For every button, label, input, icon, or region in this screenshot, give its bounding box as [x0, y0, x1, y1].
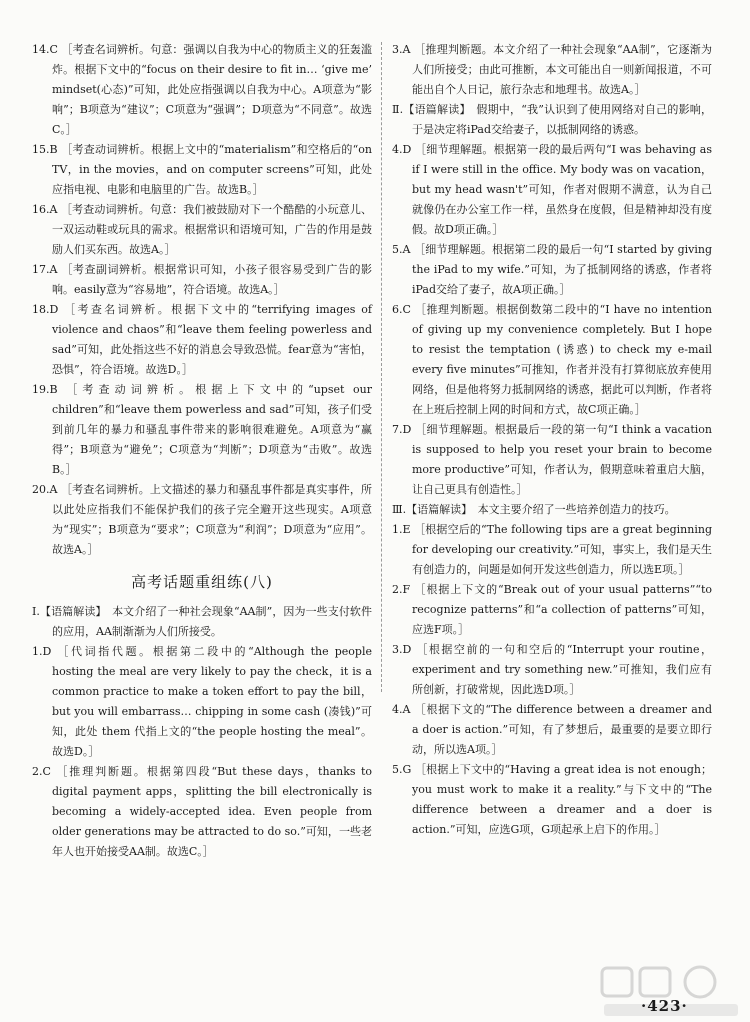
passage-intro: Ⅰ.【语篇解读】 本文介绍了一种社会现象“AA制”，因为一些支付软件的应用，AA制渐渐为人们所接受。: [32, 605, 372, 638]
right-column: [392, 40, 712, 840]
answer-item: 7.D ［细节理解题。根据最后一段的第一句“I think a vacation is supposed to help you reset your brain to become more productive”可知，作者认为，假期意味着重启大脑，让自己更具有创造性。］: [392, 423, 712, 496]
answer-item: 17.A ［考查副词辨析。根据常识可知，小孩子很容易受到广告的影响。easily意为“容易地”，符合语境。故选A。］: [32, 263, 372, 296]
answer-item: 2.F ［根据上下文的“Break out of your usual patterns”“to recognize patterns”和“a collection of patterns”可知，应选F项。］: [392, 583, 712, 636]
answer-item: 15.B ［考查动词辨析。根据上文中的“materialism”和空格后的“on TV，in the movies，and on computer screens”可知，此处应指电视、电影和电脑里的广告。故选B。］: [32, 143, 372, 196]
answer-item: 2.C ［推理判断题。根据第四段“But these days，thanks to digital payment apps，splitting the bill electronically is becoming a widely-accepted idea. Even people from older generations may be attracted to do so.”可知，一些老年人也开始接受AA制。故选C。］: [32, 765, 372, 858]
answer-list-bottom: [32, 602, 372, 862]
answer-item: 4.D ［细节理解题。根据第一段的最后两句“I was behaving as if I were still in the office. My body was on vacation，but my head wasn't”可知，作者对假期不满意，认为自己就像仍在办公室工作一样，虽然身在度假，但是精神却没有度假。故D项正确。］: [392, 143, 712, 236]
section-title: 高考话题重组练(八): [131, 573, 273, 591]
answer-item: 20.A ［考查名词辨析。上文描述的暴力和骚乱事件都是真实事件，所以此处应指我们不能保护我们的孩子完全避开这些现实。A项意为“现实”；B项意为“要求”；C项意为“利润”；D项意为“应用”。故选A。］: [32, 483, 372, 556]
answer-item: 3.A ［推理判断题。本文介绍了一种社会现象“AA制”，它逐渐为人们所接受；由此可推断，本文可能出自一则新闻报道，不可能出自个人日记，旅行杂志和地理书。故选A。］: [392, 43, 712, 96]
answer-item: 5.A ［细节理解题。根据第二段的最后一句“I started by giving the iPad to my wife.”可知，为了抵制网络的诱惑，作者将iPad交给了妻子，故A项正确。］: [392, 243, 712, 296]
answer-item: 3.D ［根据空前的一句和空后的“Interrupt your routine，experiment and try something new.”可推知，我们应有所创新，打破常规，因此选D项。］: [392, 643, 712, 696]
answer-list-top: [32, 40, 372, 560]
answer-item: 1.D ［代词指代题。根据第二段中的“Although the people hosting the meal are very likely to pay the check，it is a common practice to make a token effort to pay the bill，but you will embarrass… chipping in some cash (凑钱)”可知，此处 them 代指上文的“the people hosting the meal”。故选D。］: [32, 645, 372, 758]
answer-item: 14.C ［考查名词辨析。句意：强调以自我为中心的物质主义的狂轰滥炸。根据下文中的“focus on their desire to fit in… ‘give me’ mindset(心态)”可知，此处应指强调以自我为中心。A项意为“影响”；B项意为“建议”；C项意为“强调”；D项意为“不同意”。故选C。］: [32, 43, 372, 136]
page-number: ·423·: [641, 997, 688, 1015]
answer-item: 1.E ［根据空后的“The following tips are a great beginning for developing our creativity.”可知，事实上，我们是天生有创造力的，问题是如何开发这些创造力，所以选E项。］: [392, 523, 712, 576]
answer-item: 19.B ［考查动词辨析。根据上下文中的“upset our children”和“leave them powerless and sad”可知，孩子们受到前几年的暴力和骚乱事件带来的影响很难避免。A项意为“赢得”；B项意为“避免”；C项意为“判断”；D项意为“击败”。故选B。］: [32, 383, 372, 476]
answer-item: 16.A ［考查动词辨析。句意：我们被鼓励对下一个酷酷的小玩意儿、一双运动鞋或玩具的需求。根据常识和语境可知，广告的作用是鼓励人们买东西。故选A。］: [32, 203, 372, 256]
answer-list-right: [392, 40, 712, 840]
passage-intro: Ⅱ.【语篇解读】 假期中，“我”认识到了使用网络对自己的影响，于是决定将iPad交给妻子，以抵制网络的诱惑。: [392, 103, 712, 136]
answer-item: 4.A ［根据下文的“The difference between a dreamer and a doer is action.”可知，有了梦想后，最重要的是要立即行动，所以选A项。］: [392, 703, 712, 756]
answer-item: 6.C ［推理判断题。根据倒数第二段中的“I have no intention of giving up my convenience completely. But I hope to resist the temptation (诱惑) to check my e-mail every five minutes”可推知，作者并没有打算彻底放弃使用网络，但是他将努力抵制网络的诱惑，据此可以判断，作者将在上班后控制上网的时间和方式，故C项正确。］: [392, 303, 712, 416]
answer-item: 5.G ［根据上下文中的“Having a great idea is not enough；you must work to make it a reality.”与下文中的“The difference between a dreamer and a doer is action.”可知，应选G项，G项起承上启下的作用。］: [392, 763, 712, 836]
answer-item: 18.D ［考查名词辨析。根据下文中的“terrifying images of violence and chaos”和“leave them feeling powerless and sad”可知，此处指这些不好的消息会导致恐慌。fear意为“害怕，恐惧”，符合语境。故选D。］: [32, 303, 372, 376]
passage-intro: Ⅲ.【语篇解读】 本文主要介绍了一些培养创造力的技巧。: [392, 503, 676, 516]
column-divider: [381, 42, 382, 692]
left-column: [32, 40, 372, 862]
